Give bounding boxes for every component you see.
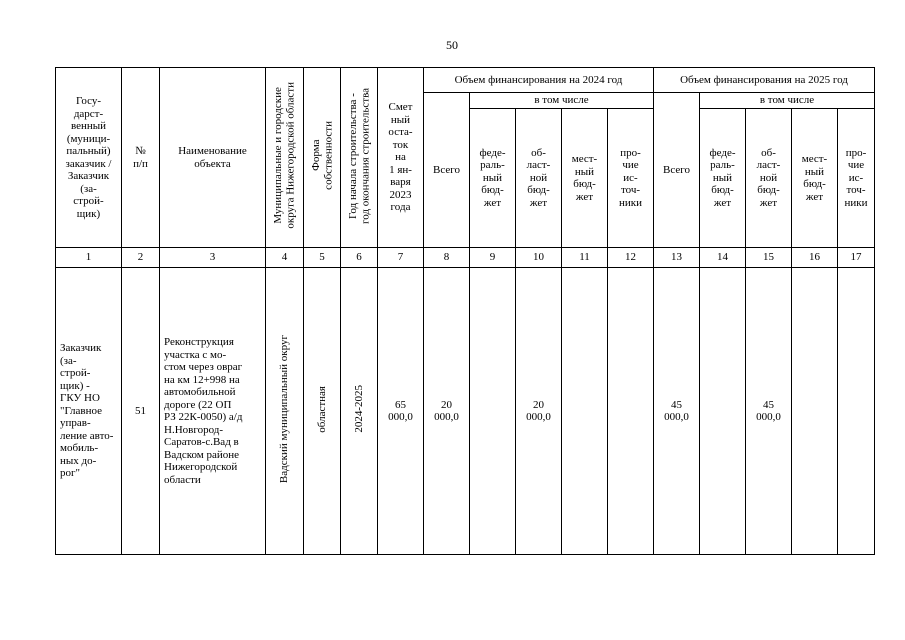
column-number: 12	[608, 248, 654, 268]
cell-years: 2024-2025	[341, 268, 378, 555]
column-number: 4	[266, 248, 304, 268]
header-including-2025: в том числе	[700, 93, 875, 109]
page-number: 50	[446, 38, 458, 52]
financing-table	[55, 67, 875, 555]
column-number: 10	[516, 248, 562, 268]
column-number-row	[56, 248, 875, 268]
cell-federal-2024	[470, 268, 516, 555]
header-regional-2025: об- ласт- ной бюд- жет	[746, 109, 792, 248]
column-number: 13	[654, 248, 700, 268]
header-district: Муниципальные и городские округа Нижегородской области	[266, 68, 304, 248]
column-number: 15	[746, 248, 792, 268]
column-number: 17	[838, 248, 875, 268]
cell-number: 51	[122, 268, 160, 555]
cell-total-2024: 20 000,0	[424, 268, 470, 555]
cell-local-2025	[792, 268, 838, 555]
header-object-name: Наименование объекта	[160, 68, 266, 248]
header-financing-2024: Объем финансирования на 2024 год	[424, 68, 654, 93]
column-number: 2	[122, 248, 160, 268]
header-years: Год начала строительства - год окончания строительства	[341, 68, 378, 248]
column-number: 14	[700, 248, 746, 268]
table-row	[56, 268, 875, 555]
cell-customer: Заказчик (за- строй- щик) - ГКУ НО "Главное управ- ление авто- мобиль- ных до- рог"	[56, 268, 122, 555]
cell-regional-2025: 45 000,0	[746, 268, 792, 555]
cell-ownership: областная	[304, 268, 341, 555]
header-federal-2024: феде- раль- ный бюд- жет	[470, 109, 516, 248]
cell-object-name: Реконструкция участка с мо- стом через овраг на км 12+998 на автомобильной дороге (22 ОП РЗ 22К-0050) а/д Н.Новгород- Саратов-с.Вад в Вадском районе Нижегородской области	[160, 268, 266, 555]
column-number: 7	[378, 248, 424, 268]
header-financing-2025: Объем финансирования на 2025 год	[654, 68, 875, 93]
header-number: № п/п	[122, 68, 160, 248]
cell-district: Вадский муниципальный округ	[266, 268, 304, 555]
header-total-2025: Всего	[654, 93, 700, 248]
cell-other-2025	[838, 268, 875, 555]
header-ownership: Форма собственности	[304, 68, 341, 248]
header-federal-2025: феде- раль- ный бюд- жет	[700, 109, 746, 248]
header-regional-2024: об- ласт- ной бюд- жет	[516, 109, 562, 248]
column-number: 16	[792, 248, 838, 268]
header-other-2024: про- чие ис- точ- ники	[608, 109, 654, 248]
header-total-2024: Всего	[424, 93, 470, 248]
column-number: 11	[562, 248, 608, 268]
column-number: 1	[56, 248, 122, 268]
cell-regional-2024: 20 000,0	[516, 268, 562, 555]
header-other-2025: про- чие ис- точ- ники	[838, 109, 875, 248]
cell-federal-2025	[700, 268, 746, 555]
cell-estimated-balance: 65 000,0	[378, 268, 424, 555]
cell-other-2024	[608, 268, 654, 555]
header-including-2024: в том числе	[470, 93, 654, 109]
header-local-2025: мест- ный бюд- жет	[792, 109, 838, 248]
column-number: 9	[470, 248, 516, 268]
header-local-2024: мест- ный бюд- жет	[562, 109, 608, 248]
header-customer: Госу- дарст- венный (муници- пальный) заказчик / Заказчик (за- строй- щик)	[56, 68, 122, 248]
cell-total-2025: 45 000,0	[654, 268, 700, 555]
header-estimated-balance: Смет ный оста- ток на 1 ян- варя 2023 года	[378, 68, 424, 248]
column-number: 3	[160, 248, 266, 268]
cell-local-2024	[562, 268, 608, 555]
column-number: 8	[424, 248, 470, 268]
column-number: 5	[304, 248, 341, 268]
column-number: 6	[341, 248, 378, 268]
